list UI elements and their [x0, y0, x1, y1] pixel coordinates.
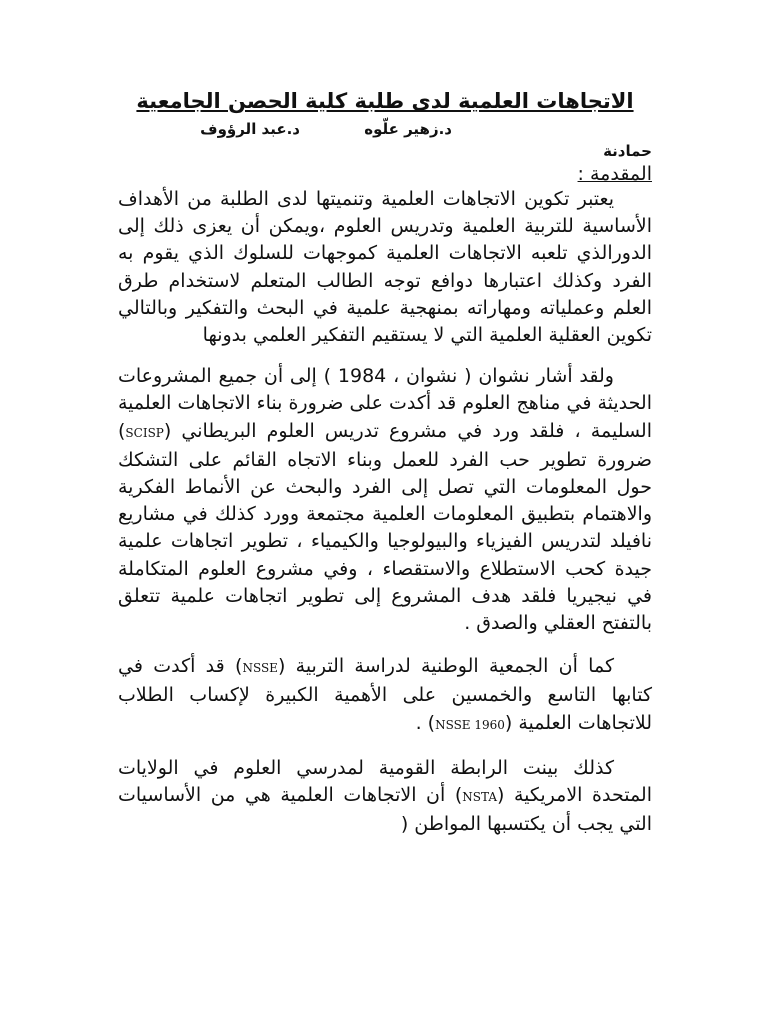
paragraph-2-text-a: ولقد أشار نشوان ( نشوان ، 1984 ) إلى أن جميع المشروعات الحديثة في مناهج العلوم قد أكدت على ضرورة بناء الاتجاهات العلمية السليمة ، فلقد ورد في مشروع تدريس العلوم البريطاني ( — [118, 365, 652, 442]
intro-heading: المقدمة : — [577, 163, 652, 185]
nsta-abbreviation: NSTA — [462, 790, 497, 805]
paragraph-3-text-b: ) قد أكدت في كتابها التاسع والخمسين على الأهمية الكبيرة لإكساب الطلاب للاتجاهات العلمية ( — [118, 655, 652, 734]
paragraph-3-text-a: كما أن الجمعية الوطنية لدراسة التربية ( — [277, 655, 614, 678]
paragraph-4-text-b: ) أن الاتجاهات العلمية هي من الأساسيات التي يجب أن يكتسبها المواطن ( — [118, 784, 652, 836]
author-2-surname: حمادنة — [603, 142, 652, 160]
authors-line — [118, 118, 652, 162]
paragraph-1: يعتبر تكوين الاتجاهات العلمية وتنميتها لدى الطلبة من الأهداف الأساسية للتربية العلمية وتدريس العلوم ،ويمكن أن يعزى ذلك إلى الدورالذي تلعبه الاتجاهات العلمية كموجهات للسلوك الذي يقوم به الفرد وكذلك اعتبارها دوافع توجه الطالب المتعلم لاستخدام طرق العلم وعملياته ومهاراته بمنهجية علمية في البحث والتفكير وبالتالي تكوين العقلية العلمية التي لا يستقيم التفكير العلمي بدونها — [118, 188, 652, 347]
paragraph-4 — [118, 755, 652, 839]
author-1: د.زهير علّوه — [364, 120, 452, 138]
author-2: د.عبد الرؤوف — [200, 120, 300, 138]
nsse-abbreviation: NSSE — [242, 661, 278, 676]
document-title: الاتجاهات العلمية لدى طلبة كلية الحصن الجامعية — [136, 89, 634, 113]
paragraph-2 — [118, 363, 652, 637]
paragraph-3-text-c: ) . — [415, 711, 436, 734]
paragraph-2-text-b: ) ضرورة تطوير حب الفرد للعمل وبناء الاتجاه القائم على التشكك حول المعلومات التي تصل إلى الفرد والبحث عن الأنماط الفكرية والاهتمام بتطبيق المعلومات العلمية مجتمعة وورد كذلك في مشاريع نافيلد لتدريس الفيزياء والبيولوجيا والكيمياء ، تطوير اتجاهات علمية جيدة كحب الاستطلاع والاستقصاء ، وفي مشروع العلوم المتكاملة في نيجيريا فلقد هدف المشروع إلى تطوير اتجاهات علمية تتعلق بالتفتح العقلي والصدق . — [118, 419, 652, 635]
document-page — [118, 88, 652, 838]
nsse-reference: NSSE 1960 — [435, 717, 505, 732]
paragraph-4-text-a: كذلك بينت الرابطة القومية لمدرسي العلوم في الولايات المتحدة الامريكية ( — [118, 756, 652, 807]
paragraph-3 — [118, 653, 652, 739]
scisp-abbreviation: SCISP — [125, 425, 164, 440]
